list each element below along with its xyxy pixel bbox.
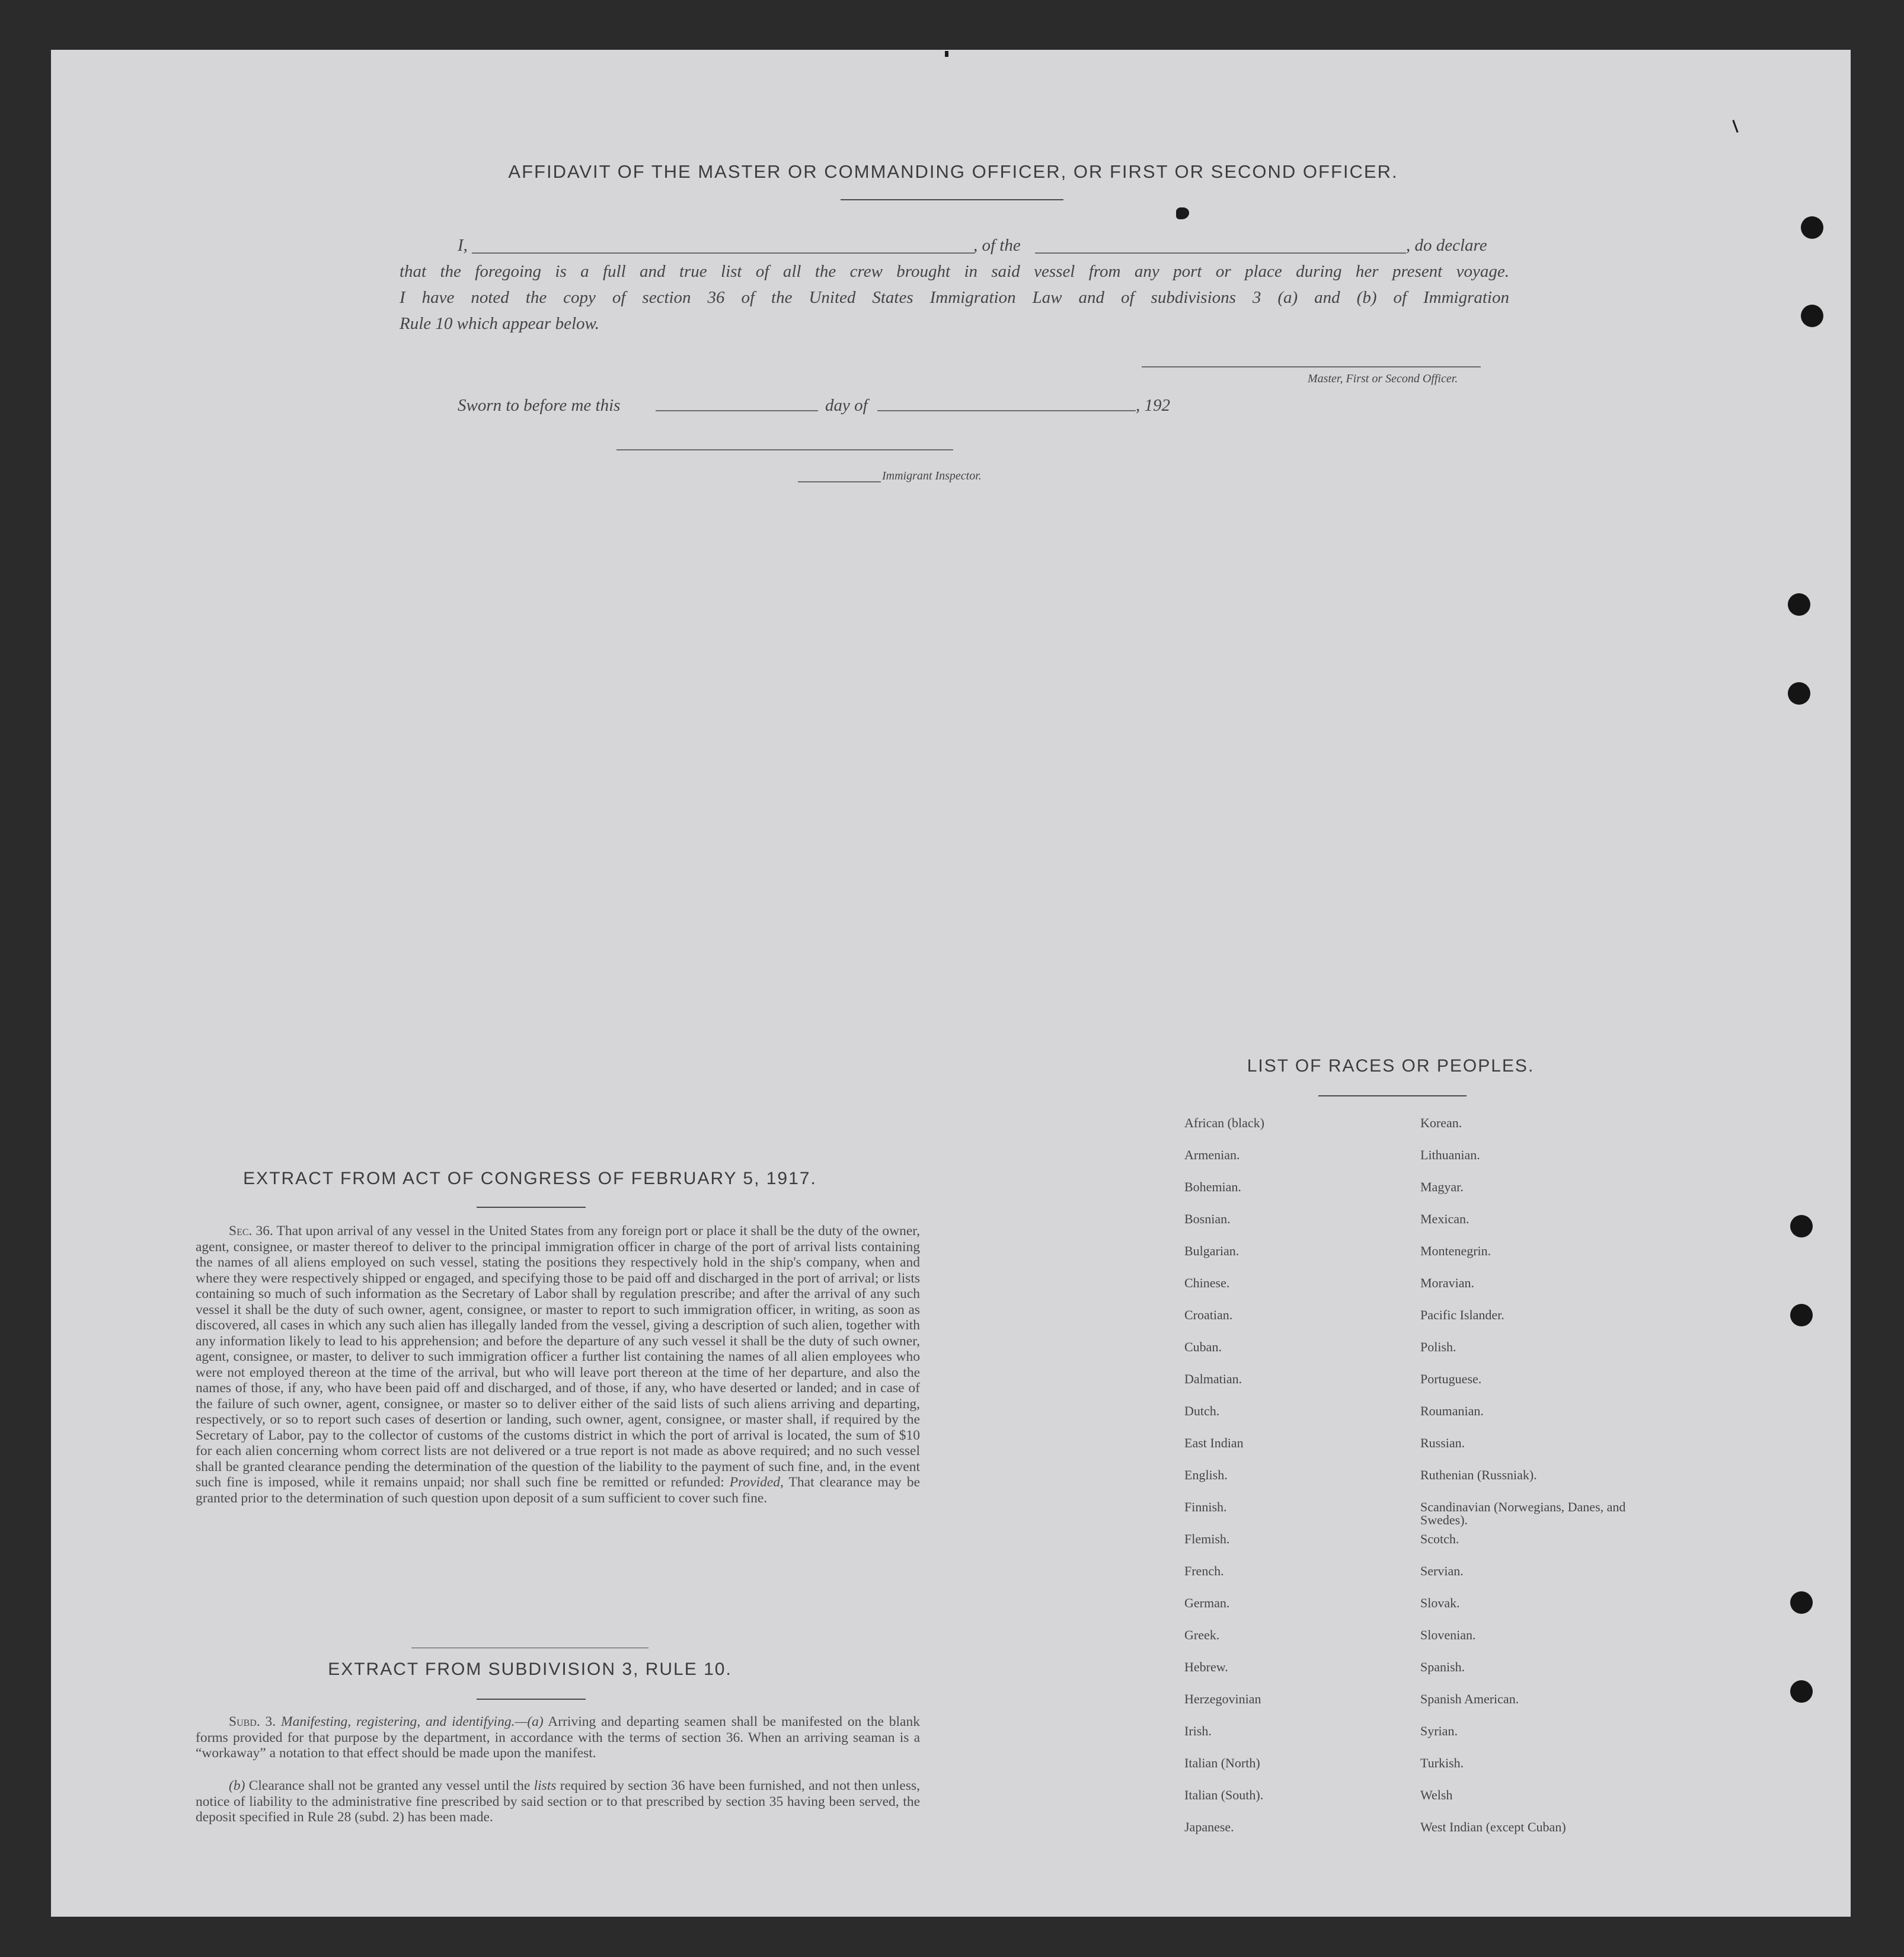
- inspector-signature-line[interactable]: [616, 449, 953, 450]
- race-item: Montenegrin.: [1420, 1243, 1491, 1258]
- race-item: Greek.: [1184, 1627, 1220, 1642]
- inspector-caption: Immigrant Inspector.: [882, 469, 982, 482]
- sworn-month-blank[interactable]: [877, 410, 1136, 411]
- race-item: Hebrew.: [1184, 1659, 1228, 1674]
- affidavit-title: AFFIDAVIT OF THE MASTER OR COMMANDING OFFICER, OR FIRST OR SECOND OFFICER.: [508, 161, 1398, 182]
- punch-hole: [1788, 682, 1810, 705]
- race-item: Ruthenian (Russniak).: [1420, 1467, 1537, 1482]
- race-item: Dalmatian.: [1184, 1371, 1242, 1386]
- punch-hole: [1801, 305, 1823, 327]
- subd-b-text-1: Clearance shall not be granted any vessel until the: [248, 1778, 531, 1793]
- race-item: Korean.: [1420, 1115, 1462, 1130]
- race-item: Scotch.: [1420, 1531, 1459, 1546]
- act-extract-title: EXTRACT FROM ACT OF CONGRESS OF FEBRUARY 5, 1917.: [243, 1169, 817, 1188]
- race-item: Italian (South).: [1184, 1787, 1264, 1802]
- name-blank-line[interactable]: [472, 252, 975, 254]
- race-item: Finnish.: [1184, 1499, 1227, 1514]
- race-item: African (black): [1184, 1115, 1264, 1130]
- affidavit-line-2: that the foregoing is a full and true list of all the crew brought in said vessel from any port or place during her present voyage.: [400, 262, 1509, 281]
- vessel-blank-line[interactable]: [1035, 252, 1406, 254]
- race-item: Italian (North): [1184, 1755, 1260, 1770]
- race-item: Spanish.: [1420, 1659, 1465, 1674]
- ink-mark: [1176, 207, 1189, 219]
- sworn-year: , 192: [1136, 396, 1170, 415]
- act-section-36-text: [196, 1223, 920, 1506]
- race-item: Servian.: [1420, 1563, 1464, 1578]
- race-item: Portuguese.: [1420, 1371, 1482, 1386]
- race-item: Croatian.: [1184, 1307, 1233, 1322]
- race-item: Magyar.: [1420, 1179, 1464, 1194]
- race-item: Japanese.: [1184, 1820, 1234, 1834]
- affidavit-title-rule: [841, 199, 1063, 200]
- race-item: Flemish.: [1184, 1531, 1230, 1546]
- race-item: Welsh: [1420, 1787, 1453, 1802]
- race-item: French.: [1184, 1563, 1224, 1578]
- rule-extract-rule: [477, 1699, 586, 1700]
- race-item: Dutch.: [1184, 1403, 1220, 1418]
- punch-hole: [1801, 216, 1823, 239]
- races-title-rule: [1318, 1095, 1467, 1096]
- punch-hole: [1790, 1680, 1813, 1703]
- affidavit-i: I,: [458, 236, 468, 255]
- race-item: English.: [1184, 1467, 1228, 1482]
- affidavit-do-declare: , do declare: [1406, 236, 1487, 255]
- act-section-body: That upon arrival of any vessel in the United States from any foreign port or place it shall be the duty of the owner, agent, consignee, or master thereof to deliver to the principal immigration officer in charge of the port of arrival lists containing the names of all aliens employed on such vessel, stating the positions they respectively hold in the ship's company, when and where they were respectively shipped or engaged, and specifying those to be paid off and discharged in the port of arrival; or lists containing so much of such information as the Secretary of Labor shall by regulation prescribe; and after the arrival of any such vessel it shall be the duty of such owner, agent, consignee, or master to report to such immigration officer, in writing, as soon as discovered, all cases in which any such alien has illegally landed from the vessel, giving a description of such alien, together with any information likely to lead to his apprehension; and before the departure of any such vessel it shall be the duty of such owner, agent, consignee, or master, to deliver to such immigration officer a further list containing the names of all alien employees who were not employed thereon at the time of the arrival, but who will leave port thereon at the time of her departure, and also the names of those, if any, who have been paid off and discharged, and of those, if any, who have deserted or landed; and in case of the failure of such owner, agent, consignee, or master so to deliver either of the said lists of such aliens arriving and departing, respectively, or so to report such cases of desertion or landing, such owner, agent, consignee, or master shall, if required by the Secretary of Labor, pay to the collector of customs of the customs district in which the port of arrival is located, the sum of $10 for each alien concerning whom correct lists are not delivered or a true report is not made as above required; and no such vessel shall be granted clearance pending the determination of the question of the liability to the payment of such fine, and, in the event such fine is imposed, while it remains unpaid; nor shall such fine be remitted or refunded:: [196, 1223, 921, 1490]
- race-item: Pacific Islander.: [1420, 1307, 1504, 1322]
- race-item: Spanish American.: [1420, 1691, 1519, 1706]
- punch-hole: [1788, 593, 1810, 616]
- affidavit-line-3: I have noted the copy of section 36 of the United States Immigration Law and of subdivisions 3 (a) and (b) of Immigration: [400, 288, 1509, 307]
- race-item: East Indian: [1184, 1435, 1244, 1450]
- race-item: Bulgarian.: [1184, 1243, 1239, 1258]
- race-item: Irish.: [1184, 1723, 1212, 1738]
- sworn-day-blank[interactable]: [656, 410, 818, 411]
- subd-3-b-text: [196, 1778, 920, 1825]
- race-item: Moravian.: [1420, 1275, 1475, 1290]
- punch-hole: [1790, 1215, 1813, 1237]
- master-signature-caption: Master, First or Second Officer.: [1308, 372, 1458, 385]
- act-extract-rule: [477, 1207, 586, 1208]
- race-item: Armenian.: [1184, 1147, 1240, 1162]
- punch-hole: [1790, 1304, 1813, 1326]
- affidavit-line-4: Rule 10 which appear below.: [400, 314, 599, 333]
- races-left-column: [1184, 1117, 1410, 1853]
- ink-tick: [1732, 120, 1738, 133]
- act-provided-text: That clearance may be granted prior to the determination of such question upon deposit of a sum sufficient to cover such fine.: [196, 1475, 920, 1506]
- document-page: [51, 50, 1851, 1917]
- race-item: Mexican.: [1420, 1211, 1469, 1226]
- ink-speck: [945, 51, 948, 57]
- race-item: Herzegovinian: [1184, 1691, 1261, 1706]
- race-item: Polish.: [1420, 1339, 1456, 1354]
- race-item: Bosnian.: [1184, 1211, 1231, 1226]
- races-right-column: [1420, 1117, 1646, 1853]
- race-item: Russian.: [1420, 1435, 1465, 1450]
- inspector-short-line: [798, 481, 881, 482]
- race-item: Lithuanian.: [1420, 1147, 1480, 1162]
- act-provided-label: Provided,: [729, 1475, 784, 1490]
- race-item: West Indian (except Cuban): [1420, 1820, 1566, 1834]
- subd-b-label: (b): [229, 1778, 245, 1793]
- subd-label: Subd. 3.: [229, 1714, 276, 1729]
- race-item: Cuban.: [1184, 1339, 1222, 1354]
- race-item: Turkish.: [1420, 1755, 1464, 1770]
- race-item: Slovenian.: [1420, 1627, 1476, 1642]
- races-title: LIST OF RACES OR PEOPLES.: [1247, 1056, 1535, 1076]
- subd-b-lists: lists: [533, 1778, 557, 1793]
- master-signature-line[interactable]: [1142, 366, 1481, 367]
- subd-b-text-2: required by section 36 have been furnished, and not then unless, notice of liability to the administrative fine prescribed by said section or to that prescribed by section 35 having been served, the deposit specified in Rule 28 (subd. 2) has been made.: [196, 1778, 921, 1825]
- subd-heading: Manifesting, registering, and identifying.—(a): [281, 1714, 544, 1729]
- act-section-label: Sec. 36.: [229, 1223, 273, 1239]
- subd-body: Arriving and departing seamen shall be manifested on the blank forms provided for that purpose by the department, in accordance with the terms of section 36. When an arriving seaman is a “workaway” a notation to that effect should be made upon the manifest.: [196, 1714, 920, 1761]
- race-item: Slovak.: [1420, 1595, 1460, 1610]
- punch-hole: [1790, 1591, 1813, 1614]
- subd-3-a-text: [196, 1714, 920, 1761]
- sworn-prefix: Sworn to before me this: [458, 396, 621, 415]
- race-item: Bohemian.: [1184, 1179, 1241, 1194]
- race-item: Scandinavian (Norwegians, Danes, and Swedes).: [1420, 1499, 1626, 1527]
- rule-extract-title: EXTRACT FROM SUBDIVISION 3, RULE 10.: [328, 1659, 732, 1679]
- race-item: Roumanian.: [1420, 1403, 1484, 1418]
- race-item: Syrian.: [1420, 1723, 1458, 1738]
- sworn-day-of: day of: [825, 396, 868, 415]
- race-item: Chinese.: [1184, 1275, 1230, 1290]
- race-item: German.: [1184, 1595, 1230, 1610]
- affidavit-of-the: , of the: [973, 236, 1021, 255]
